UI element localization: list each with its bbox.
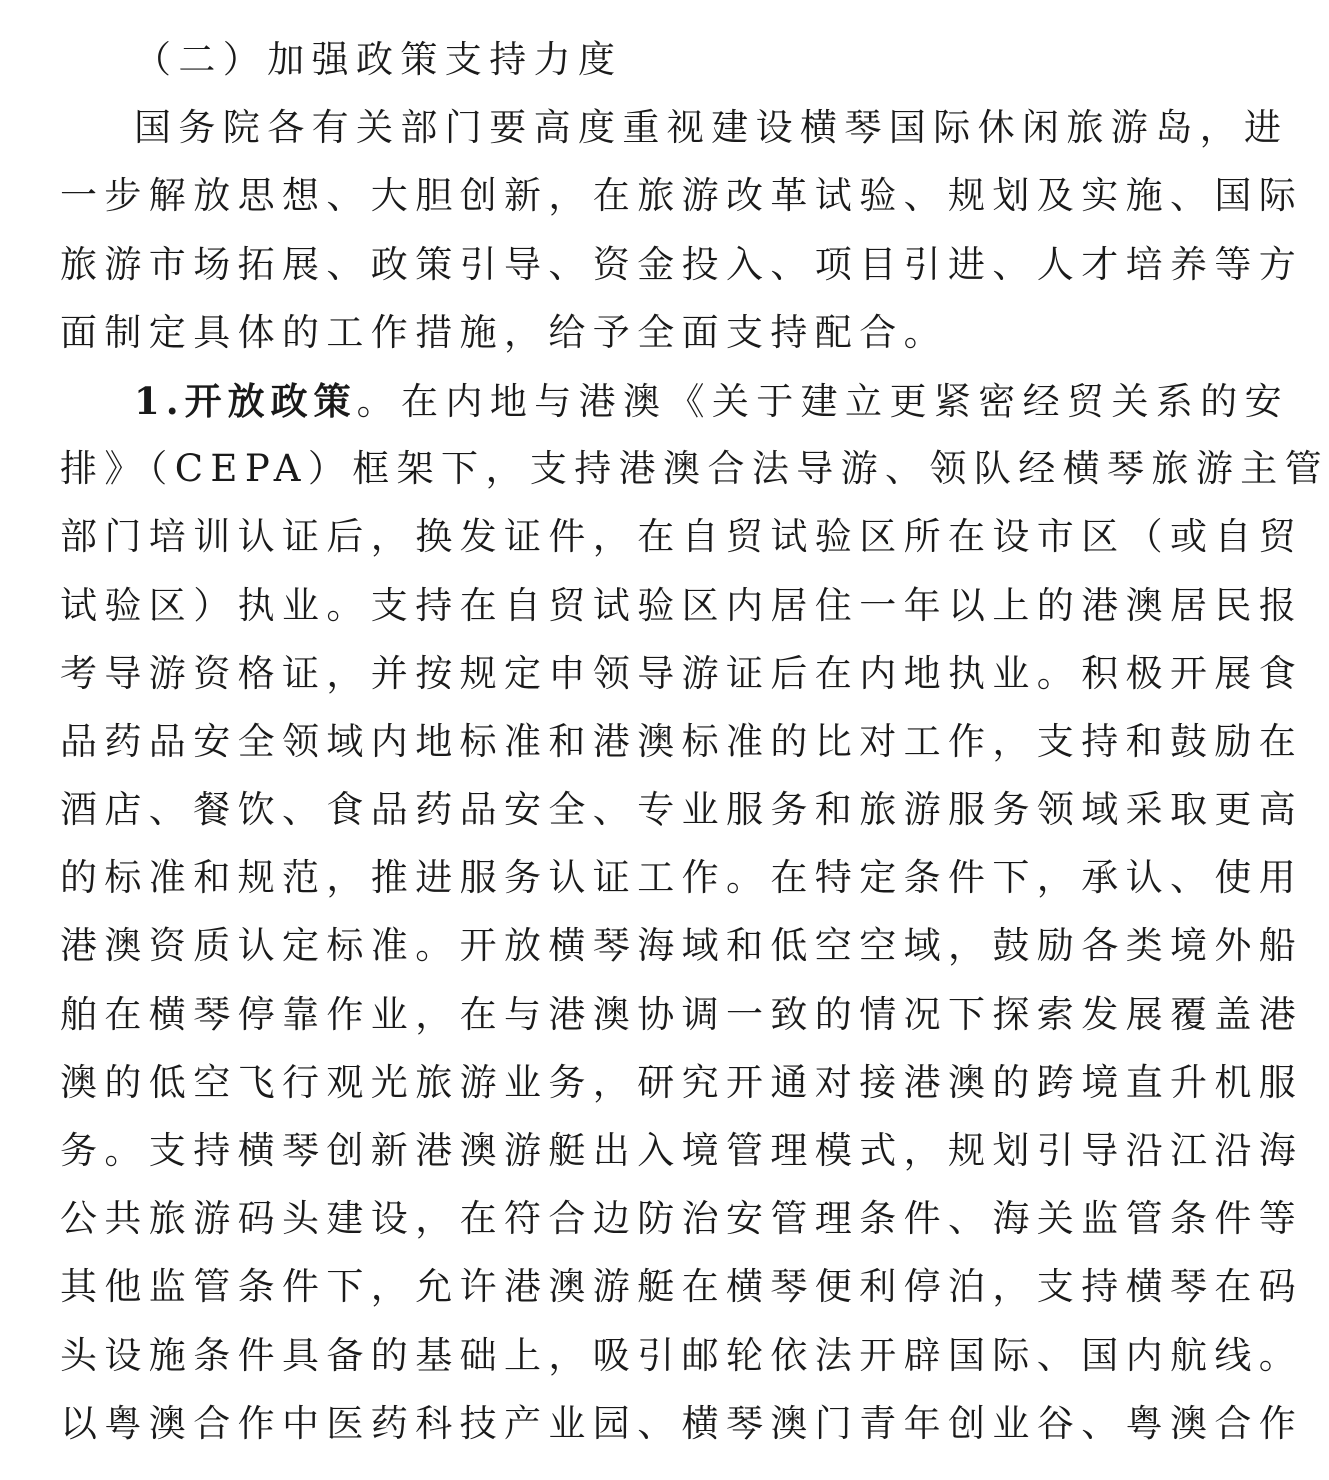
paragraph-line: 部门培训认证后，换发证件，在自贸试验区所在设市区（或自贸	[60, 515, 1304, 559]
paragraph-line: 品药品安全领域内地标准和港澳标准的比对工作，支持和鼓励在	[60, 719, 1304, 763]
section-heading: （二）加强政策支持力度	[134, 38, 623, 81]
paragraph-line: 务。支持横琴创新港澳游艇出入境管理模式，规划引导沿江沿海	[60, 1129, 1304, 1172]
paragraph-line: 旅游市场拓展、政策引导、资金投入、项目引进、人才培养等方	[60, 242, 1304, 286]
item-title: 1.开放政策	[134, 378, 357, 423]
paragraph-line: 考导游资格证，并按规定申领导游证后在内地执业。积极开展食	[60, 651, 1304, 695]
paragraph-line: 港澳资质认定标准。开放横琴海域和低空空域，鼓励各类境外船	[60, 924, 1304, 968]
item-first-line-text: 。在内地与港澳《关于建立更紧密经贸关系的安	[356, 379, 1290, 423]
paragraph-line: 试验区）执业。支持在自贸试验区内居住一年以上的港澳居民报	[60, 583, 1304, 627]
paragraph-line: 国务院各有关部门要高度重视建设横琴国际休闲旅游岛，进	[134, 106, 1289, 150]
paragraph-line: 酒店、餐饮、食品药品安全、专业服务和旅游服务领域采取更高	[60, 788, 1304, 832]
paragraph-line: 舶在横琴停靠作业，在与港澳协调一致的情况下探索发展覆盖港	[60, 992, 1304, 1036]
paragraph-line: 头设施条件具备的基础上，吸引邮轮依法开辟国际、国内航线。	[60, 1333, 1304, 1377]
paragraph-line: 澳的低空飞行观光旅游业务，研究开通对接港澳的跨境直升机服	[60, 1060, 1304, 1104]
item-first-line	[60, 367, 1290, 435]
paragraph-line: 的标准和规范，推进服务认证工作。在特定条件下，承认、使用	[60, 856, 1304, 900]
paragraph-line: 以粤澳合作中医药科技产业园、横琴澳门青年创业谷、粤澳合作	[60, 1401, 1304, 1445]
paragraph-line: 其他监管条件下，允许港澳游艇在横琴便利停泊，支持横琴在码	[60, 1265, 1304, 1309]
paragraph-line: 排》（CEPA）框架下，支持港澳合法导游、领队经横琴旅游主管	[60, 447, 1329, 491]
paragraph-line: 公共旅游码头建设，在符合边防治安管理条件、海关监管条件等	[60, 1197, 1304, 1241]
paragraph-line: 面制定具体的工作措施，给予全面支持配合。	[60, 310, 948, 354]
document-page	[60, 26, 1329, 1458]
paragraph-line: 一步解放思想、大胆创新，在旅游改革试验、规划及实施、国际	[60, 174, 1304, 218]
